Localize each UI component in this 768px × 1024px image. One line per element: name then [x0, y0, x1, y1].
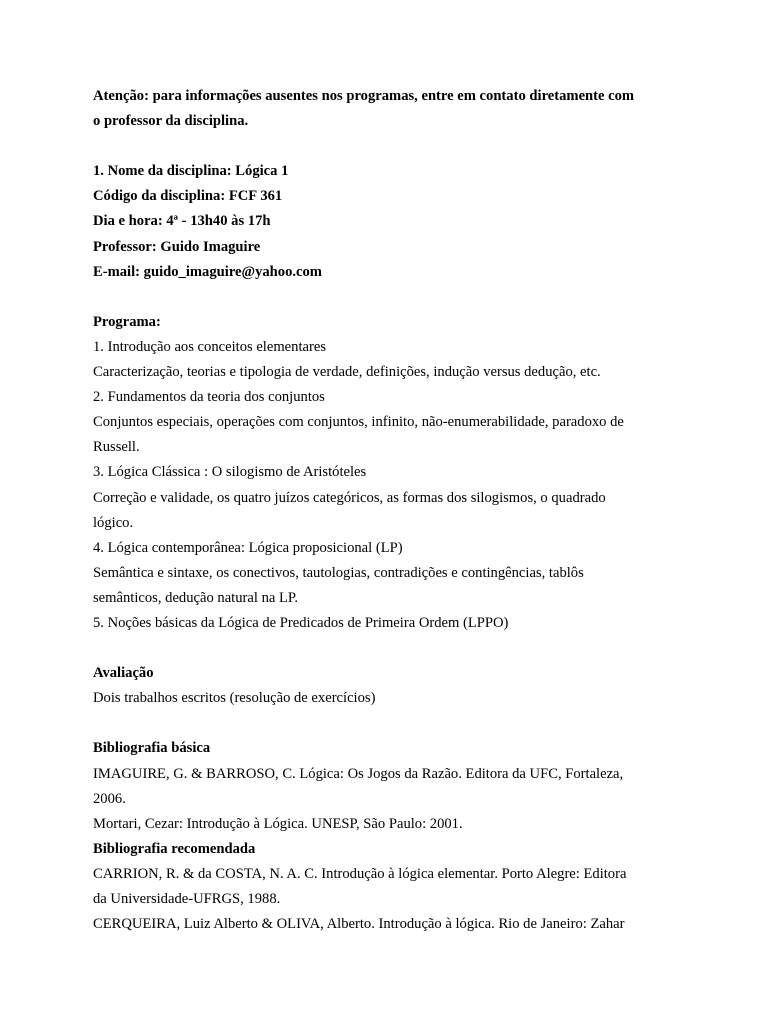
- program-line: 1. Introdução aos conceitos elementares: [93, 338, 327, 355]
- spacer: [93, 636, 693, 661]
- evaluation-text: Dois trabalhos escritos (resolução de exercícios): [93, 690, 376, 707]
- bibliography-entry: Mortari, Cezar: Introdução à Lógica. UNESP, São Paulo: 2001.: [93, 815, 463, 832]
- spacer: [93, 711, 693, 736]
- document-page: [93, 84, 693, 937]
- bibliography-recommended-heading: Bibliografia recomendada: [93, 840, 256, 857]
- spacer: [93, 285, 693, 310]
- bibliography-entry: IMAGUIRE, G. & BARROSO, C. Lógica: Os Jogos da Razão. Editora da UFC, Fortaleza,: [93, 765, 624, 782]
- program-line: Caracterização, teorias e tipologia de verdade, definições, indução versus dedução, etc.: [93, 364, 601, 381]
- program-line: 2. Fundamentos da teoria dos conjuntos: [93, 389, 325, 406]
- program-line: Semântica e sintaxe, os conectivos, tautologias, contradições e contingências, tablôs: [93, 564, 584, 581]
- program-line: Russell.: [93, 439, 140, 456]
- program-line: lógico.: [93, 514, 134, 531]
- evaluation-heading: Avaliação: [93, 665, 154, 682]
- program-line: 5. Noções básicas da Lógica de Predicados de Primeira Ordem (LPPO): [93, 614, 509, 631]
- bibliography-entry: CERQUEIRA, Luiz Alberto & OLIVA, Alberto. Introdução à lógica. Rio de Janeiro: Zahar: [93, 916, 625, 933]
- bibliography-entry: 2006.: [93, 790, 126, 807]
- program-line: 3. Lógica Clássica : O silogismo de Aristóteles: [93, 464, 367, 481]
- notice-line-1: Atenção: para informações ausentes nos programas, entre em contato diretamente com: [93, 88, 635, 104]
- course-professor: Professor: Guido Imaguire: [93, 238, 261, 255]
- notice-line-2: o professor da disciplina.: [93, 113, 249, 130]
- program-line: semânticos, dedução natural na LP.: [93, 589, 299, 606]
- course-name: 1. Nome da disciplina: Lógica 1: [93, 163, 289, 180]
- course-schedule: Dia e hora: 4ª - 13h40 às 17h: [93, 213, 271, 230]
- program-line: Correção e validade, os quatro juízos categóricos, as formas dos silogismos, o quadrado: [93, 489, 606, 506]
- spacer: [93, 134, 693, 159]
- program-line: 4. Lógica contemporânea: Lógica proposicional (LP): [93, 539, 403, 556]
- bibliography-basic-heading: Bibliografia básica: [93, 740, 211, 757]
- bibliography-entry: da Universidade-UFRGS, 1988.: [93, 891, 281, 907]
- course-code: Código da disciplina: FCF 361: [93, 188, 283, 205]
- program-line: Conjuntos especiais, operações com conjuntos, infinito, não-enumerabilidade, paradoxo de: [93, 414, 624, 431]
- bibliography-entry: CARRION, R. & da COSTA, N. A. C. Introdução à lógica elementar. Porto Alegre: Editora: [93, 865, 627, 882]
- program-heading: Programa:: [93, 313, 161, 330]
- course-email: E-mail: guido_imaguire@yahoo.com: [93, 263, 322, 280]
